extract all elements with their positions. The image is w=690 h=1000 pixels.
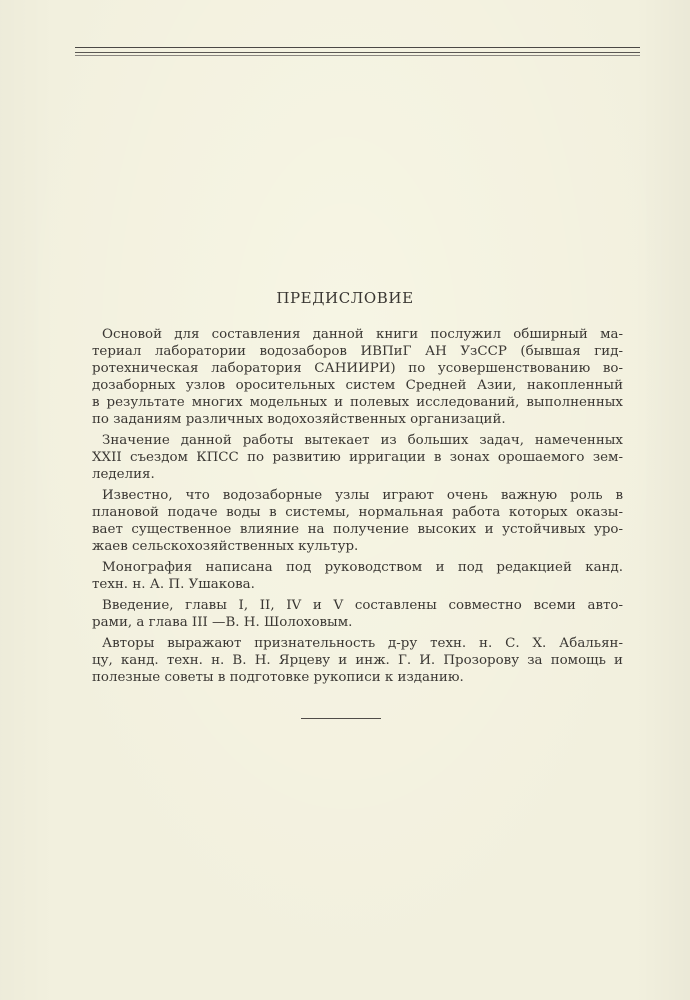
rule-line <box>75 47 640 48</box>
rule-line <box>75 52 640 53</box>
text-line: леделия. <box>92 467 155 482</box>
text-line: Авторы выражают признательность д-ру техн. н. С. Х. Абальян- <box>102 636 623 651</box>
text-line: Основой для составления данной книги послужил обширный ма- <box>102 327 623 342</box>
text-line: териал лаборатории водозаборов ИВПиГ АН УзССР (бывшая гид- <box>92 344 623 359</box>
text-line: цу, канд. техн. н. В. Н. Ярцеву и инж. Г. И. Прозорову за помощь и <box>92 653 623 668</box>
text-line: Известно, что водозаборные узлы играют очень важную роль в <box>102 488 623 503</box>
text-line: техн. н. А. П. Ушакова. <box>92 577 255 592</box>
paragraph <box>92 487 623 555</box>
text-line: ротехническая лаборатория САНИИРИ) по усовершенствованию во- <box>92 361 623 376</box>
text-line: дозаборных узлов оросительных систем Средней Азии, накопленный <box>92 378 623 393</box>
section-end-rule <box>301 718 381 719</box>
text-line: плановой подаче воды в системы, нормальная работа которых оказы- <box>92 505 623 520</box>
text-line: по заданиям различных водохозяйственных организаций. <box>92 412 506 427</box>
paragraph <box>92 432 623 483</box>
top-decorative-rule <box>75 47 640 57</box>
text-line: Введение, главы I, II, IV и V составлены совместно всеми авто- <box>102 598 623 613</box>
rule-line <box>75 55 640 56</box>
text-line: полезные советы в подготовке рукописи к изданию. <box>92 670 464 685</box>
paragraph <box>92 326 623 428</box>
page-title: ПРЕДИСЛОВИЕ <box>276 289 414 307</box>
paragraph <box>92 559 623 593</box>
text-line: вает существенное влияние на получение высоких и устойчивых уро- <box>92 522 623 537</box>
text-line: жаев сельскохозяйственных культур. <box>92 539 359 554</box>
text-line: Значение данной работы вытекает из больших задач, намеченных <box>102 433 623 448</box>
text-line: рами, а глава III —В. Н. Шолоховым. <box>92 615 353 630</box>
text-line: XXII съездом КПСС по развитию ирригации в зонах орошаемого зем- <box>92 450 623 465</box>
paragraph <box>92 597 623 631</box>
paragraph <box>92 635 623 686</box>
preface-text <box>92 326 623 690</box>
text-line: Монография написана под руководством и под редакцией канд. <box>102 560 623 575</box>
text-line: в результате многих модельных и полевых исследований, выполненных <box>92 395 623 410</box>
